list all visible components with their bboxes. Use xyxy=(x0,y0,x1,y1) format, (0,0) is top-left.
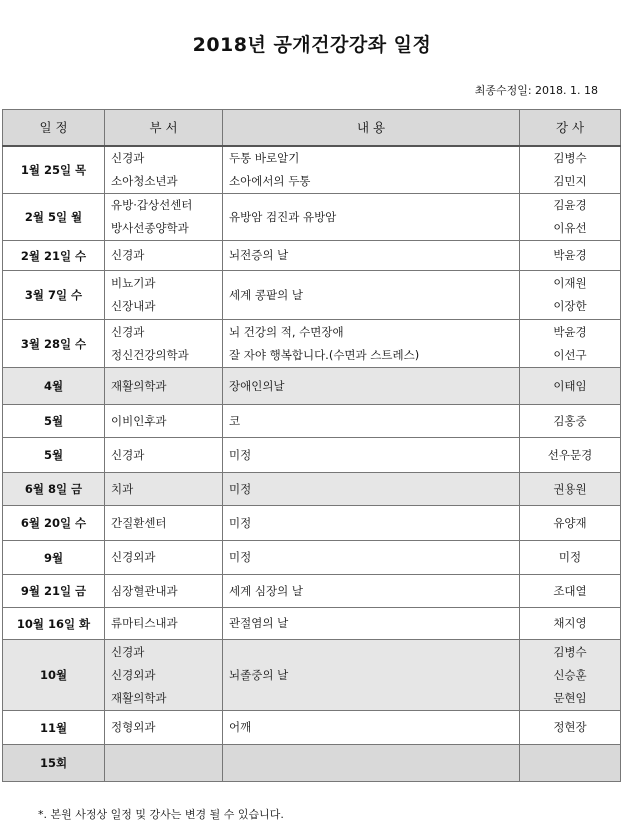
dept-line: 간질환센터 xyxy=(111,515,167,530)
dept-cell xyxy=(105,506,223,541)
dept-cell xyxy=(105,368,223,405)
table-row xyxy=(3,640,621,711)
header-content: 내 용 xyxy=(223,110,520,146)
dept-cell xyxy=(105,711,223,745)
content-line: 소아에서의 두통 xyxy=(229,173,311,188)
lecturer-cell xyxy=(520,368,621,405)
lecturer-line: 신승훈 xyxy=(553,667,587,682)
content-line: 관절염의 날 xyxy=(229,616,289,630)
table-row xyxy=(3,608,621,640)
table-row xyxy=(3,438,621,473)
total-empty-cell xyxy=(223,745,520,782)
footnote: *. 본원 사정상 일정 및 강사는 변경 될 수 있습니다. xyxy=(38,808,284,821)
table-row xyxy=(3,575,621,608)
content-cell xyxy=(223,640,520,711)
table-row xyxy=(3,194,621,241)
lecturer-line: 박윤경 xyxy=(553,248,587,262)
lecturer-cell xyxy=(520,608,621,640)
date-cell: 9월 21일 금 xyxy=(3,575,105,608)
dept-line: 신경과 xyxy=(111,324,145,339)
lecturer-cell xyxy=(520,241,621,271)
date-cell: 11월 xyxy=(3,711,105,745)
content-cell xyxy=(223,241,520,271)
total-empty-cell xyxy=(520,745,621,782)
lecturer-line: 박윤경 xyxy=(553,324,587,339)
date-cell: 1월 25일 목 xyxy=(3,146,105,194)
dept-cell xyxy=(105,575,223,608)
dept-line: 류마티스내과 xyxy=(111,616,178,630)
dept-cell xyxy=(105,194,223,241)
dept-line: 비뇨기과 xyxy=(111,276,156,290)
dept-cell xyxy=(105,241,223,271)
content-cell xyxy=(223,575,520,608)
content-line: 세계 심장의 날 xyxy=(229,583,303,598)
dept-line: 신경외과 xyxy=(111,550,156,564)
content-line: 뇌졸중의 날 xyxy=(229,667,289,682)
dept-line: 재활의학과 xyxy=(111,378,167,393)
lecturer-cell xyxy=(520,146,621,194)
dept-line: 신경과 xyxy=(111,447,145,462)
date-cell: 9월 xyxy=(3,541,105,575)
lecturer-cell xyxy=(520,438,621,473)
content-cell xyxy=(223,368,520,405)
lecturer-line: 정현장 xyxy=(553,720,587,734)
lecturer-line: 권용원 xyxy=(553,481,587,496)
lecturer-line: 선우문경 xyxy=(547,447,593,462)
total-count: 15회 xyxy=(3,745,105,782)
header-date: 일 정 xyxy=(3,110,105,146)
lecturer-line: 이태임 xyxy=(553,378,587,393)
table-row xyxy=(3,711,621,745)
dept-cell xyxy=(105,438,223,473)
dept-line: 심장혈관내과 xyxy=(111,583,178,598)
lecturer-cell xyxy=(520,194,621,241)
date-cell: 6월 8일 금 xyxy=(3,473,105,506)
dept-line: 신경과 xyxy=(111,644,145,659)
content-line: 미정 xyxy=(229,481,252,496)
content-cell xyxy=(223,473,520,506)
lecturer-cell xyxy=(520,320,621,368)
lecturer-cell xyxy=(520,271,621,320)
lecturer-line: 채지영 xyxy=(553,616,587,630)
lecturer-line: 미정 xyxy=(558,550,582,564)
total-empty-cell xyxy=(105,745,223,782)
dept-line: 신경과 xyxy=(111,150,145,165)
dept-line: 치과 xyxy=(111,481,134,496)
lecturer-line: 이장한 xyxy=(553,299,587,313)
dept-line: 정신건강의학과 xyxy=(111,347,189,362)
lecturer-cell xyxy=(520,405,621,438)
page-title: 2018년 공개건강강좌 일정 xyxy=(192,34,432,56)
lecturer-line: 조대열 xyxy=(553,583,587,598)
date-cell: 3월 7일 수 xyxy=(3,271,105,320)
content-line: 뇌전증의 날 xyxy=(229,248,289,262)
content-line: 미정 xyxy=(229,447,252,462)
lecturer-cell xyxy=(520,575,621,608)
content-line: 어깨 xyxy=(229,720,252,734)
content-cell xyxy=(223,146,520,194)
dept-cell xyxy=(105,640,223,711)
date-cell: 4월 xyxy=(3,368,105,405)
content-line: 코 xyxy=(229,413,241,428)
lecturer-line: 김홍중 xyxy=(553,413,587,428)
lecturer-cell xyxy=(520,711,621,745)
header-lecturer: 강 사 xyxy=(520,110,621,146)
content-cell xyxy=(223,194,520,241)
dept-cell xyxy=(105,608,223,640)
lecturer-line: 김병수 xyxy=(553,150,587,165)
date-cell: 2월 5일 월 xyxy=(3,194,105,241)
content-line: 두통 바로알기 xyxy=(229,150,300,165)
date-cell: 3월 28일 수 xyxy=(3,320,105,368)
dept-line: 신장내과 xyxy=(111,299,156,313)
dept-cell xyxy=(105,405,223,438)
date-cell: 5월 xyxy=(3,438,105,473)
content-line: 미정 xyxy=(229,550,252,564)
dept-line: 신경외과 xyxy=(111,667,156,682)
dept-line: 방사선종양학과 xyxy=(111,221,189,235)
dept-line: 신경과 xyxy=(111,248,145,262)
content-line: 잘 자야 행복합니다.(수면과 스트레스) xyxy=(229,347,420,362)
table-row xyxy=(3,506,621,541)
content-line: 유방암 검진과 유방암 xyxy=(229,209,337,224)
date-cell: 5월 xyxy=(3,405,105,438)
date-cell: 10월 16일 화 xyxy=(3,608,105,640)
date-cell: 2월 21일 수 xyxy=(3,241,105,271)
dept-line: 정형외과 xyxy=(111,720,156,734)
content-cell xyxy=(223,271,520,320)
lecturer-line: 이유선 xyxy=(553,221,587,235)
schedule-table xyxy=(2,109,621,782)
dept-line: 유방·갑상선센터 xyxy=(111,198,193,212)
lecturer-line: 이선구 xyxy=(553,347,587,362)
header-dept: 부 서 xyxy=(105,110,223,146)
lecturer-cell xyxy=(520,473,621,506)
date-cell: 6월 20일 수 xyxy=(3,506,105,541)
dept-line: 이비인후과 xyxy=(111,413,167,428)
lecturer-cell xyxy=(520,541,621,575)
content-line: 뇌 건강의 적, 수면장애 xyxy=(229,324,344,339)
content-cell xyxy=(223,608,520,640)
content-line: 세계 콩팥의 날 xyxy=(229,287,303,302)
dept-cell xyxy=(105,146,223,194)
lecturer-line: 김병수 xyxy=(553,644,587,659)
table-row xyxy=(3,368,621,405)
dept-cell xyxy=(105,473,223,506)
dept-cell xyxy=(105,271,223,320)
content-line: 미정 xyxy=(229,515,252,530)
dept-cell xyxy=(105,541,223,575)
lecturer-line: 김윤경 xyxy=(553,198,587,212)
content-cell xyxy=(223,541,520,575)
lecturer-line: 김민지 xyxy=(553,173,587,188)
dept-line: 재활의학과 xyxy=(111,690,167,705)
content-cell xyxy=(223,438,520,473)
table-row xyxy=(3,146,621,194)
lecturer-line: 유양재 xyxy=(553,515,587,530)
lecturer-cell xyxy=(520,640,621,711)
date-cell: 10월 xyxy=(3,640,105,711)
revision-date: 최종수정일: 2018. 1. 18 xyxy=(474,84,598,97)
header-row xyxy=(3,110,621,146)
lecturer-cell xyxy=(520,506,621,541)
lecturer-line: 이재원 xyxy=(553,276,587,290)
content-line: 장애인의날 xyxy=(229,378,285,393)
table-row xyxy=(3,473,621,506)
lecturer-line: 문현임 xyxy=(553,690,587,705)
total-row xyxy=(3,745,621,782)
table-row xyxy=(3,320,621,368)
content-cell xyxy=(223,405,520,438)
table-row xyxy=(3,241,621,271)
table-row xyxy=(3,541,621,575)
dept-line: 소아청소년과 xyxy=(111,173,178,188)
content-cell xyxy=(223,711,520,745)
content-cell xyxy=(223,320,520,368)
table-row xyxy=(3,271,621,320)
content-cell xyxy=(223,506,520,541)
table-row xyxy=(3,405,621,438)
dept-cell xyxy=(105,320,223,368)
